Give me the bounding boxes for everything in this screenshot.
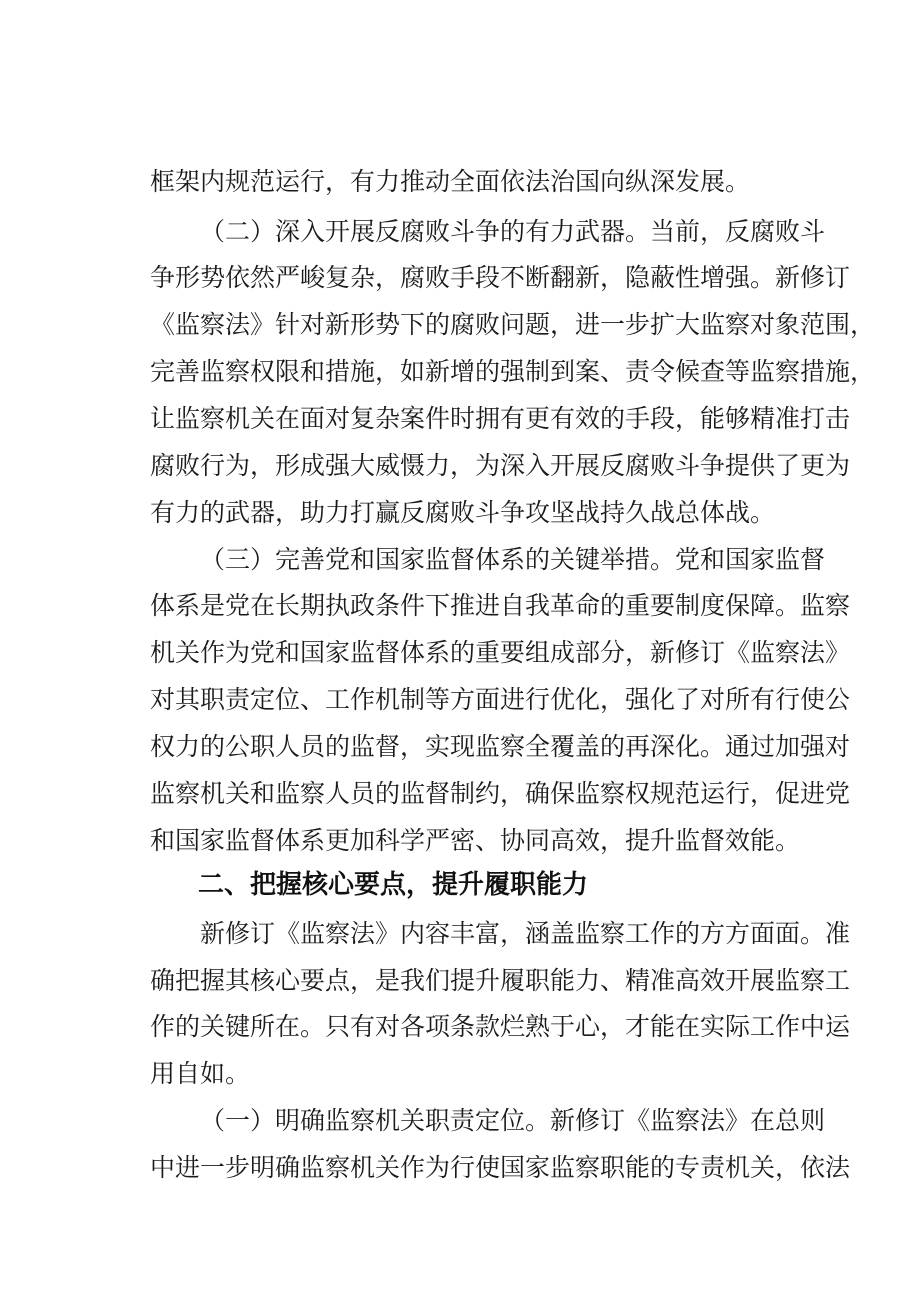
text-line: 让监察机关在面对复杂案件时拥有更有效的手段，能够精准打击 xyxy=(150,404,851,433)
text-line: 新修订《监察法》内容丰富，涵盖监察工作的方方面面。准 xyxy=(200,919,851,948)
text-line: 框架内规范运行，有力推动全面依法治国向纵深发展。 xyxy=(150,167,751,196)
text-line: 作的关键所在。只有对各项条款烂熟于心，才能在实际工作中运 xyxy=(150,1012,851,1041)
text-line: （二）深入开展反腐败斗争的有力武器。当前，反腐败斗 xyxy=(200,217,826,246)
text-line: 体系是党在长期执政条件下推进自我革命的重要制度保障。监察 xyxy=(150,591,851,620)
text-line: 对其职责定位、工作机制等方面进行优化，强化了对所有行使公 xyxy=(150,685,851,714)
text-line: 《监察法》针对新形势下的腐败问题，进一步扩大监察对象范围， xyxy=(150,310,876,339)
text-line: 有力的武器，助力打赢反腐败斗争攻坚战持久战总体战。 xyxy=(150,498,776,527)
text-line: 机关作为党和国家监督体系的重要组成部分，新修订《监察法》 xyxy=(150,638,851,667)
text-line: 和国家监督体系更加科学严密、协同高效，提升监督效能。 xyxy=(150,826,801,855)
text-line: 完善监察权限和措施，如新增的强制到案、责令候查等监察措施， xyxy=(150,357,876,386)
text-line: 争形势依然严峻复杂，腐败手段不断翻新，隐蔽性增强。新修订 xyxy=(150,263,851,292)
section-heading: 二、把握核心要点，提升履职能力 xyxy=(198,870,589,900)
text-line: 确把握其核心要点，是我们提升履职能力、精准高效开展监察工 xyxy=(150,966,851,995)
text-line: 监察机关和监察人员的监督制约，确保监察权规范运行，促进党 xyxy=(150,779,851,808)
text-line: 权力的公职人员的监督，实现监察全覆盖的再深化。通过加强对 xyxy=(150,732,851,761)
text-line: （三）完善党和国家监督体系的关键举措。党和国家监督 xyxy=(200,545,826,574)
text-line: （一）明确监察机关职责定位。新修订《监察法》在总则 xyxy=(200,1106,826,1135)
text-line: 用自如。 xyxy=(150,1059,251,1088)
text-line: 腐败行为，形成强大威慑力，为深入开展反腐败斗争提供了更为 xyxy=(150,451,851,480)
text-line: 中进一步明确监察机关作为行使国家监察职能的专责机关，依法 xyxy=(150,1153,851,1182)
